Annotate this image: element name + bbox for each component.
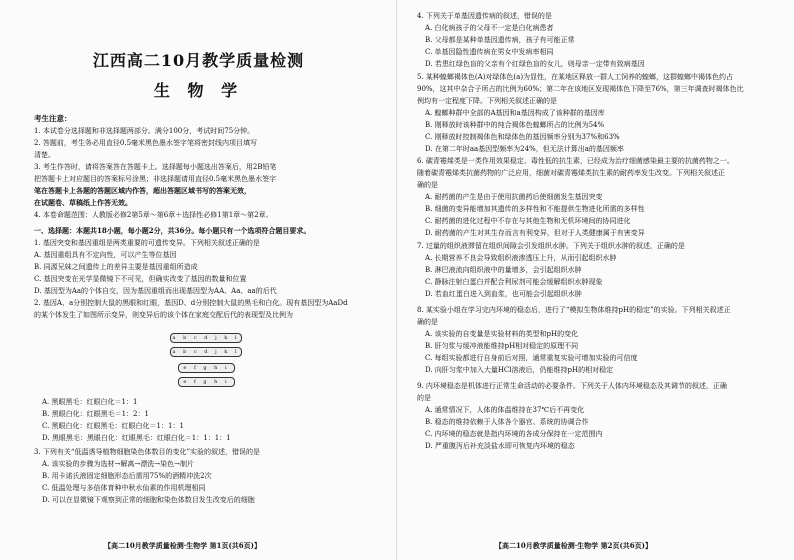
question-3 <box>34 446 260 506</box>
chromosome-figure <box>140 333 260 393</box>
exam-subject: 生 物 学 <box>153 81 244 100</box>
question-8 <box>417 304 731 376</box>
question-3-option-d: D. 可以在显微镜下观察到正常的细胞和染色体数目发生改变后的细胞 <box>42 496 255 504</box>
section-one <box>34 225 348 321</box>
notice-line: 3. 考生作答时，请将答案答在答题卡上。选择题每小题选出答案后，用2B铅笔 <box>34 163 277 171</box>
question-9-option-b: B. 稳态的维持依赖于人体各个器官、系统的协调合作 <box>425 418 589 426</box>
question-8-option-c: C. 每组实验都进行自身前后对照，通常重复实验可增加实验的可信度 <box>425 354 638 362</box>
question-9-stem: 9. 内环境稳态是机体进行正常生命活动的必要条件。下列关于人体内环境稳态及其调节的叙述，正确 <box>417 382 727 390</box>
page-footer-left: 【高二10月教学质量检测·生物学 第1页(共6页)】 <box>104 541 261 550</box>
notice-line: 笔在答题卡上各题的答题区域内作答，超出答题区域书写的答案无效， <box>34 186 251 195</box>
question-5-stem: 5. 某种蝗螂褐体色(A)对绿体色(a)为显性，在某地区释放一群人工饲养的蝗螂，这群蝗螂中褐体色约占 <box>417 73 734 81</box>
notice-line: 2. 答题前，考生务必用直径0.5毫米黑色墨水签字笔将密封线内项目填写 <box>34 139 258 147</box>
question-5-option-c: C. 刚释放时控制褐体色和绿体色的基因频率分别为37%和63% <box>425 133 620 141</box>
notice-line: 把答题卡上对应题目的答案标号涂黑；非选择题请用直径0.5毫米黑色墨水签字 <box>34 175 277 183</box>
question-4-option-a: A. 白化病孩子的父母不一定是白化病患者 <box>425 24 554 32</box>
chromosome-bar: a b c d j k l <box>170 333 242 343</box>
question-6-option-a: A. 耐药菌的产生是由于使用抗菌药后使细菌发生基因突变 <box>425 193 603 201</box>
question-1-option-b: B. 同源兄妹之间遗传上的差异主要是基因重组所造成 <box>34 263 198 271</box>
question-8-stem: 8. 某实验小组在学习完内环境的稳态后，进行了“模拟生物体维持pH的稳定”的实验。下列相关叙述正 <box>417 306 731 314</box>
question-8-option-d: D. 向肝匀浆中加入大量HCl溶液后，仍能维持pH的相对稳定 <box>425 366 614 374</box>
question-6 <box>417 155 734 239</box>
question-1-stem: 1. 基因突变和基因重组是两类重要的可遗传变异。下列相关叙述正确的是 <box>34 239 260 247</box>
question-5-option-d: D. 在第二年时aa基因型频率为24%，但无法计算出a的基因频率 <box>425 145 624 153</box>
question-2-option-c: C. 黑眼白化：红眼黑毛：红眼白化＝1：1：1 <box>42 422 184 430</box>
exam-title: 江西高二10月教学质量检测 <box>92 51 305 70</box>
question-9-option-a: A. 通常情况下，人体的体温维持在37℃后不再变化 <box>425 406 585 414</box>
question-4-stem: 4. 下列关于单基因遗传病的叙述，错误的是 <box>417 12 552 20</box>
question-2-option-d: D. 黑眼黑毛：黑眼白化：红眼黑毛：红眼白化＝1：1：1：1 <box>42 434 231 442</box>
question-6-stem: 确的是 <box>417 181 438 189</box>
notice-line: 在试题卷、草稿纸上作答无效。 <box>34 198 132 207</box>
question-8-option-b: B. 肝匀浆与缓冲液能维持pH相对稳定的原理不同 <box>425 342 579 350</box>
question-4-option-b: B. 父母都是某种单基因遗传病，孩子有可能正常 <box>425 36 575 44</box>
question-2-stem: 2. 基因A、a分别控制大鼠的黑眼和红眼，基因D、d分别控制大鼠的黑毛和白化。现有基因型为AaDd <box>34 299 348 307</box>
question-7-option-d: D. 若血红蛋白进入到血浆，也可能会引起组织水肿 <box>425 290 582 298</box>
question-4-option-c: C. 单基因隐性遗传病在男女中发病率相同 <box>425 48 554 56</box>
section-heading: 一、选择题：本题共18小题，每小题2分，共36分。每小题只有一个选项符合题目要求。 <box>34 226 311 235</box>
chromosome-bar: e f g h i <box>178 377 235 387</box>
question-5-stem: 例均有一定程度下降。下列相关叙述正确的是 <box>417 97 557 105</box>
question-5-option-a: A. 蝗螂种群中全部的A基因和a基因构成了该种群的基因库 <box>425 109 605 117</box>
question-7-option-a: A. 长期营养不良会导致组织液渗透压上升，从而引起组织水肿 <box>425 254 617 262</box>
question-9-option-c: C. 内环境的稳态就是指内环境的各成分保持在一定范围内 <box>425 430 603 438</box>
question-4 <box>417 10 645 70</box>
question-5-option-b: B. 刚释放时该种群中的纯合褐体色蝗螂所占的比例为54% <box>425 121 605 129</box>
question-9 <box>417 380 727 452</box>
question-3-option-c: C. 低温处理与多倍体育种中秋水仙素的作用机理相同 <box>42 484 206 492</box>
question-7 <box>417 240 685 300</box>
page-footer-right: 【高二10月教学质量检测·生物学 第2页(共6页)】 <box>495 541 652 550</box>
question-2-stem: 的某个体发生了如图所示变异，则变异后的该个体在家庭交配后代的表现型及比例为 <box>34 311 293 319</box>
question-4-option-d: D. 若患红绿色盲的父亲有个红绿色盲的女儿，则母亲一定带有致病基因 <box>425 60 645 68</box>
question-3-option-a: A. 该实验的步骤为选材→解离→漂洗→染色→制片 <box>42 460 194 468</box>
question-1-option-a: A. 基因重组具有不定向性，可以产生等位基因 <box>34 251 177 259</box>
question-3-option-b: B. 用卡诺氏液固定细胞形态后需用75%的酒精冲洗2次 <box>42 472 212 480</box>
question-9-stem: 的是 <box>417 394 431 402</box>
question-7-option-b: B. 淋巴液流向组织液中的量增多，会引起组织水肿 <box>425 266 582 274</box>
question-5 <box>417 71 744 155</box>
question-6-stem: 随着碳青霉烯类抗菌药物的广泛应用，细菌对碳青霉烯类抗生素的耐药率发生改变。下列相关叙述正 <box>417 169 725 177</box>
question-2-option-b: B. 黑眼白化：红眼黑毛＝1：2：1 <box>42 410 149 418</box>
question-1-option-c: C. 基因突变在光学显微镜下不可见，但确实改变了基因的数量和位置 <box>34 275 247 283</box>
notice-line: 清楚。 <box>34 151 55 159</box>
question-5-stem: 90%，这其中杂合子所占的比例为60%；第二年在该地区发现褐体色下降至76%，第三年调查时褐体色比 <box>417 85 744 93</box>
question-6-stem: 6. 碳青霉烯类是一类作用效果稳定、毒性低的抗生素，已经成为治疗细菌感染最主要的抗菌药物之一。 <box>417 157 734 165</box>
chromosome-bar: a b c d j k l <box>170 347 242 357</box>
notice-line: 4. 本卷命题范围：人教版必修2第5章～第6章＋选择性必修1第1章～第2章。 <box>34 211 273 219</box>
question-7-option-c: C. 静脉注射白蛋白并配合利尿剂可能会缓解组织水肿现象 <box>425 278 603 286</box>
notice-heading: 考生注意： <box>34 114 72 123</box>
question-7-stem: 7. 过量的组织液滞留在组织间隙会引发组织水肿。下列关于组织水肿的叙述，正确的是 <box>417 242 685 250</box>
question-6-option-d: D. 耐药菌的产生对其生存而言有利变异，但对于人类健康属于有害变异 <box>425 229 645 237</box>
notice-block <box>34 113 277 221</box>
question-1-option-d: D. 基因型为Aa的个体自交，因为基因重组而出现基因型为AA、Aa、aa的后代 <box>34 287 277 295</box>
question-6-option-c: C. 耐药菌的进化过程中不存在与其他生物和无机环境间的协同进化 <box>425 217 631 225</box>
right-page <box>397 0 794 560</box>
question-6-option-b: B. 细菌的变异能增加其遗传的多样性和不能提供生物进化所需的多样性 <box>425 205 645 213</box>
question-8-stem: 确的是 <box>417 318 438 326</box>
question-8-option-a: A. 该实验的自变量是实验材料的类型和pH的变化 <box>425 330 579 338</box>
question-9-option-d: D. 严重腹泻后补充淡盐水即可恢复内环境的稳态 <box>425 442 575 450</box>
notice-line: 1. 本试卷分选择题和非选择题两部分。满分100分，考试时间75分钟。 <box>34 127 255 135</box>
question-2-option-a: A. 黑眼黑毛：红眼白化＝1：1 <box>42 398 138 406</box>
question-3-stem: 3. 下列有关“低温诱导植物细胞染色体数目的变化”实验的叙述，错误的是 <box>34 448 261 456</box>
question-2-options <box>42 396 231 444</box>
chromosome-bar: e f g h i <box>178 363 235 373</box>
